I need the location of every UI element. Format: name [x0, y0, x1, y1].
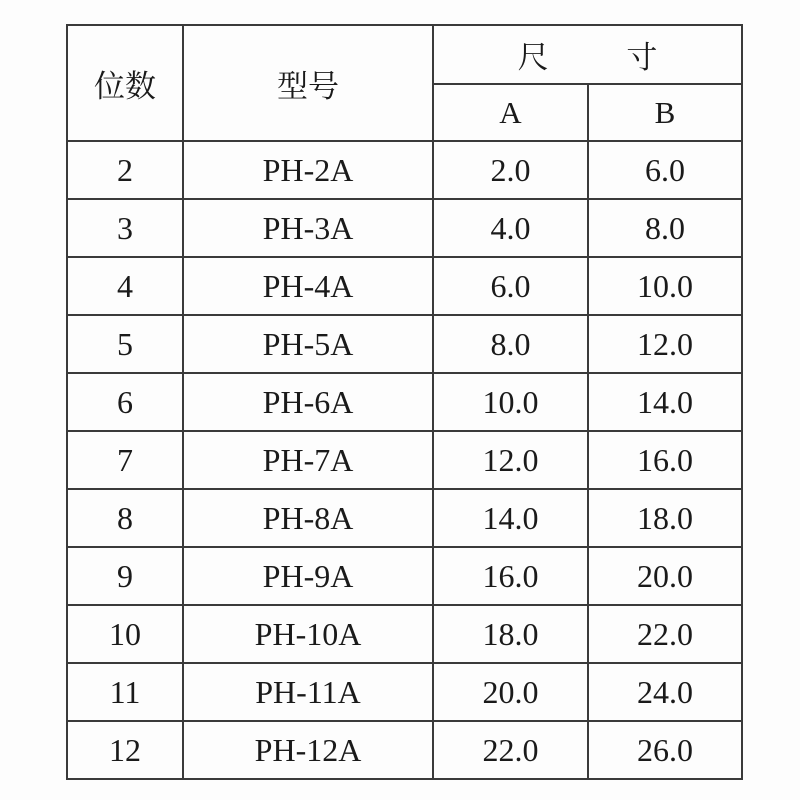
cell-dimension-b: 10.0	[588, 257, 742, 315]
table-row	[67, 257, 742, 315]
cell-dimension-b: 26.0	[588, 721, 742, 779]
cell-dimension-b: 20.0	[588, 547, 742, 605]
cell-positions: 6	[67, 373, 183, 431]
cell-dimension-b: 24.0	[588, 663, 742, 721]
cell-model: PH-12A	[183, 721, 433, 779]
cell-dimension-b: 12.0	[588, 315, 742, 373]
cell-dimension-a: 18.0	[433, 605, 588, 663]
cell-dimension-b: 22.0	[588, 605, 742, 663]
table-row	[67, 605, 742, 663]
table-row	[67, 721, 742, 779]
cell-dimension-a: 12.0	[433, 431, 588, 489]
table-row	[67, 547, 742, 605]
connector-dimension-table	[66, 24, 743, 780]
cell-dimension-a: 14.0	[433, 489, 588, 547]
cell-dimension-b: 14.0	[588, 373, 742, 431]
cell-positions: 12	[67, 721, 183, 779]
cell-positions: 4	[67, 257, 183, 315]
table-row	[67, 199, 742, 257]
table-row	[67, 315, 742, 373]
cell-model: PH-11A	[183, 663, 433, 721]
table-row	[67, 489, 742, 547]
cell-model: PH-6A	[183, 373, 433, 431]
cell-positions: 9	[67, 547, 183, 605]
cell-dimension-a: 8.0	[433, 315, 588, 373]
cell-dimension-a: 2.0	[433, 141, 588, 199]
cell-dimension-b: 16.0	[588, 431, 742, 489]
cell-positions: 3	[67, 199, 183, 257]
header-dimension-b: B	[588, 84, 742, 141]
cell-model: PH-3A	[183, 199, 433, 257]
header-positions: 位数	[67, 25, 183, 141]
cell-model: PH-9A	[183, 547, 433, 605]
cell-positions: 11	[67, 663, 183, 721]
cell-model: PH-4A	[183, 257, 433, 315]
table-row	[67, 373, 742, 431]
cell-positions: 5	[67, 315, 183, 373]
cell-model: PH-2A	[183, 141, 433, 199]
cell-dimension-b: 6.0	[588, 141, 742, 199]
cell-model: PH-10A	[183, 605, 433, 663]
cell-dimension-a: 10.0	[433, 373, 588, 431]
cell-model: PH-5A	[183, 315, 433, 373]
cell-positions: 2	[67, 141, 183, 199]
header-dimension-a: A	[433, 84, 588, 141]
cell-dimension-b: 8.0	[588, 199, 742, 257]
table-row	[67, 431, 742, 489]
cell-dimension-a: 6.0	[433, 257, 588, 315]
cell-dimension-a: 4.0	[433, 199, 588, 257]
table-row	[67, 141, 742, 199]
cell-model: PH-7A	[183, 431, 433, 489]
cell-positions: 8	[67, 489, 183, 547]
cell-dimension-b: 18.0	[588, 489, 742, 547]
cell-positions: 7	[67, 431, 183, 489]
cell-positions: 10	[67, 605, 183, 663]
table-row	[67, 663, 742, 721]
header-model: 型号	[183, 25, 433, 141]
cell-model: PH-8A	[183, 489, 433, 547]
cell-dimension-a: 20.0	[433, 663, 588, 721]
cell-dimension-a: 22.0	[433, 721, 588, 779]
header-dimensions: 尺 寸	[433, 25, 742, 84]
cell-dimension-a: 16.0	[433, 547, 588, 605]
